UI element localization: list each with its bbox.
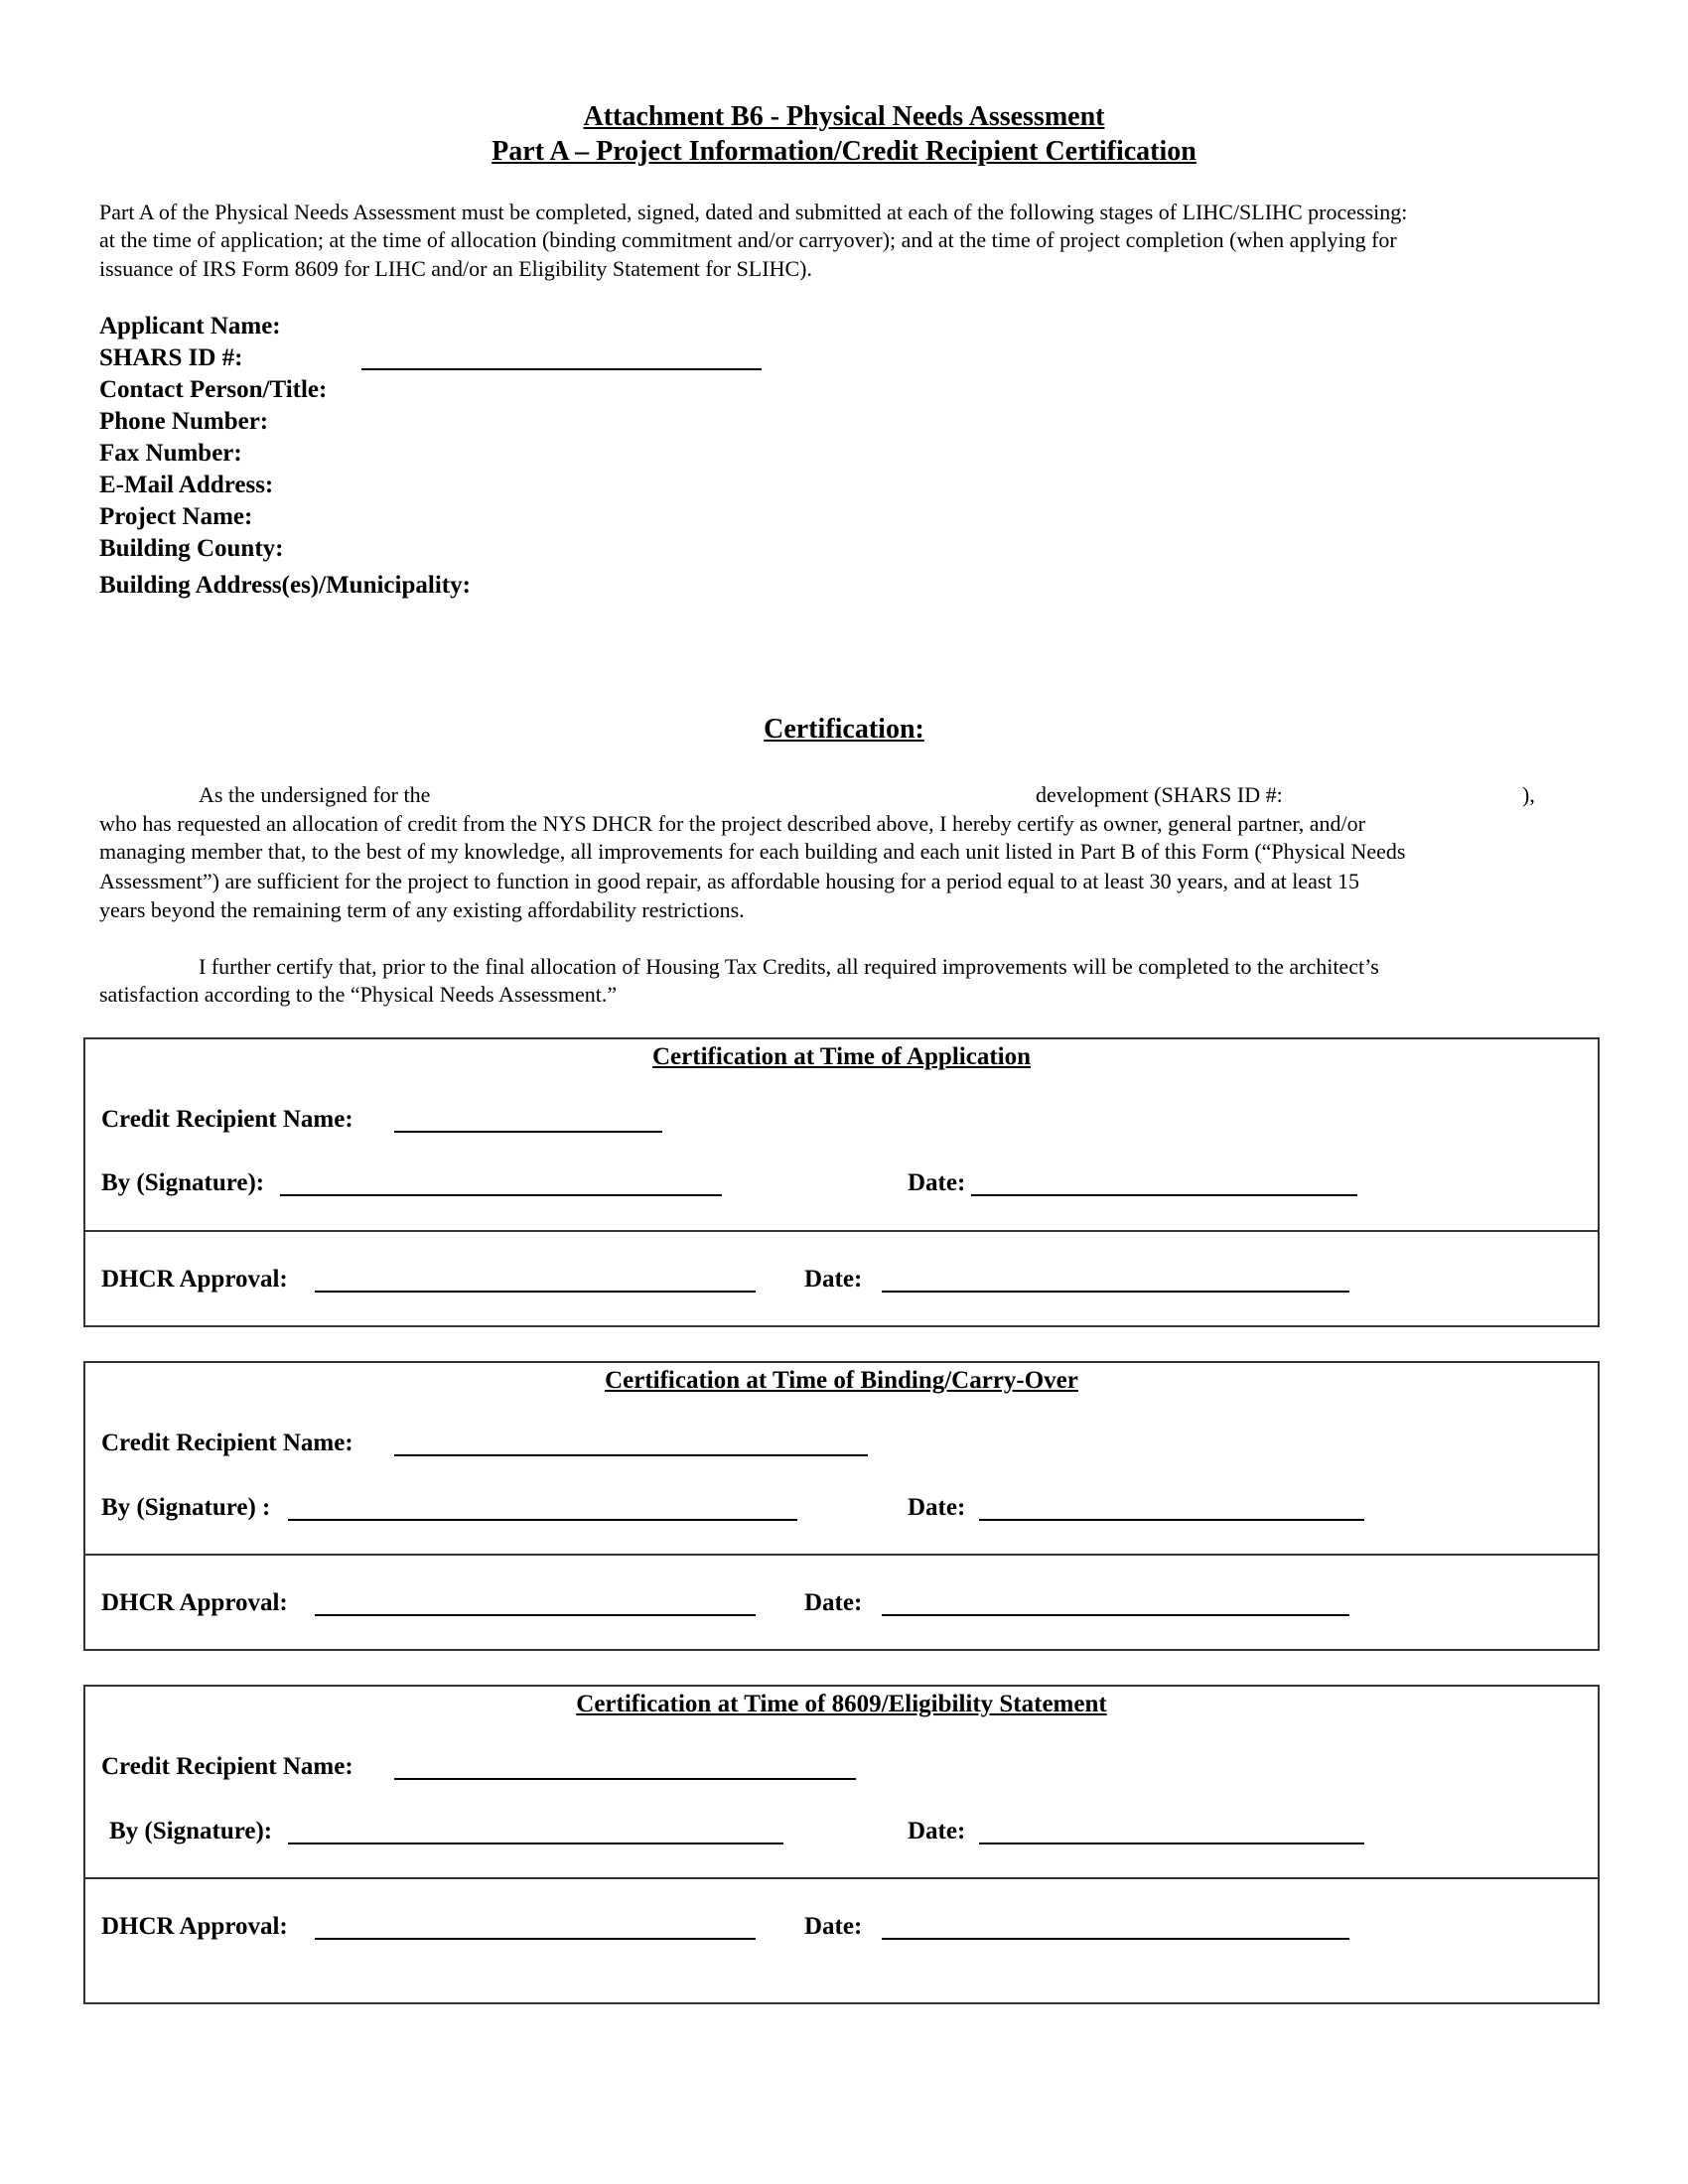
dhcr-approval-label: DHCR Approval:: [101, 1266, 288, 1293]
shars-id-label: SHARS ID #:: [99, 344, 243, 371]
intro-line: at the time of application; at the time of allocation (binding commitment and/or carryover); and at the time of project completion (when applying for: [99, 227, 1397, 252]
certification-box-8609: [83, 1685, 1600, 2004]
email-address-label: E-Mail Address:: [99, 472, 274, 498]
certification-box-application: [83, 1037, 1600, 1327]
approval-date-label: Date:: [804, 1266, 863, 1293]
credit-recipient-field[interactable]: [394, 1454, 868, 1456]
certification-text: As the undersigned for the: [199, 782, 431, 807]
project-name-label: Project Name:: [99, 503, 253, 530]
box-title: Certification at Time of 8609/Eligibility Statement: [576, 1691, 1107, 1717]
intro-line: Part A of the Physical Needs Assessment must be completed, signed, dated and submitted at each of the following stages of LIHC/SLIHC processing:: [99, 200, 1408, 224]
certification-text: managing member that, to the best of my knowledge, all improvements for each building and each unit listed in Part B of this Form (“Physical Needs: [99, 839, 1406, 864]
document-title: Attachment B6 - Physical Needs Assessment: [583, 101, 1105, 132]
date-label: Date:: [908, 1169, 966, 1196]
signature-field[interactable]: [288, 1519, 797, 1521]
signature-label: By (Signature):: [101, 1169, 265, 1196]
approval-date-field[interactable]: [882, 1938, 1349, 1940]
certification-text: years beyond the remaining term of any existing affordability restrictions.: [99, 897, 745, 922]
certification-text: ),: [1522, 782, 1535, 807]
credit-recipient-label: Credit Recipient Name:: [101, 1753, 353, 1780]
dhcr-approval-field[interactable]: [315, 1614, 756, 1616]
approval-date-label: Date:: [804, 1589, 863, 1616]
approval-date-field[interactable]: [882, 1614, 1349, 1616]
shars-id-field[interactable]: [361, 368, 762, 370]
credit-recipient-field[interactable]: [394, 1778, 856, 1780]
fax-number-label: Fax Number:: [99, 440, 242, 467]
credit-recipient-label: Credit Recipient Name:: [101, 1106, 353, 1133]
certification-text: satisfaction according to the “Physical Needs Assessment.”: [99, 982, 618, 1007]
signature-field[interactable]: [280, 1194, 722, 1196]
dhcr-approval-label: DHCR Approval:: [101, 1913, 288, 1940]
date-field[interactable]: [971, 1194, 1357, 1196]
dhcr-approval-label: DHCR Approval:: [101, 1589, 288, 1616]
certification-text: I further certify that, prior to the final allocation of Housing Tax Credits, all required improvements will be completed to the architect’s: [199, 954, 1379, 979]
approval-date-label: Date:: [804, 1913, 863, 1940]
approval-date-field[interactable]: [882, 1291, 1349, 1293]
date-field[interactable]: [979, 1843, 1364, 1844]
box-divider: [85, 1554, 1598, 1556]
certification-box-binding: [83, 1361, 1600, 1651]
certification-text: who has requested an allocation of credit from the NYS DHCR for the project described above, I hereby certify as owner, general partner, and/or: [99, 811, 1365, 836]
dhcr-approval-field[interactable]: [315, 1291, 756, 1293]
building-county-label: Building County:: [99, 535, 284, 562]
signature-field[interactable]: [288, 1843, 783, 1844]
dhcr-approval-field[interactable]: [315, 1938, 756, 1940]
box-divider: [85, 1230, 1598, 1232]
date-label: Date:: [908, 1818, 966, 1844]
box-divider: [85, 1877, 1598, 1879]
credit-recipient-field[interactable]: [394, 1131, 662, 1133]
certification-text: development (SHARS ID #:: [1036, 782, 1283, 807]
certification-text: Assessment”) are sufficient for the project to function in good repair, as affordable housing for a period equal to at least 30 years, and at least 15: [99, 869, 1360, 893]
signature-label: By (Signature) :: [101, 1494, 271, 1521]
intro-line: issuance of IRS Form 8609 for LIHC and/or an Eligibility Statement for SLIHC).: [99, 256, 812, 281]
credit-recipient-label: Credit Recipient Name:: [101, 1430, 353, 1456]
date-label: Date:: [908, 1494, 966, 1521]
contact-person-label: Contact Person/Title:: [99, 376, 328, 403]
applicant-name-label: Applicant Name:: [99, 313, 281, 340]
box-title: Certification at Time of Application: [652, 1043, 1031, 1070]
phone-number-label: Phone Number:: [99, 408, 269, 435]
building-address-label: Building Address(es)/Municipality:: [99, 572, 471, 599]
date-field[interactable]: [979, 1519, 1364, 1521]
signature-label: By (Signature):: [109, 1818, 273, 1844]
document-subtitle: Part A – Project Information/Credit Recipient Certification: [492, 136, 1196, 167]
certification-heading: Certification:: [764, 714, 924, 745]
box-title: Certification at Time of Binding/Carry-Over: [605, 1367, 1078, 1394]
